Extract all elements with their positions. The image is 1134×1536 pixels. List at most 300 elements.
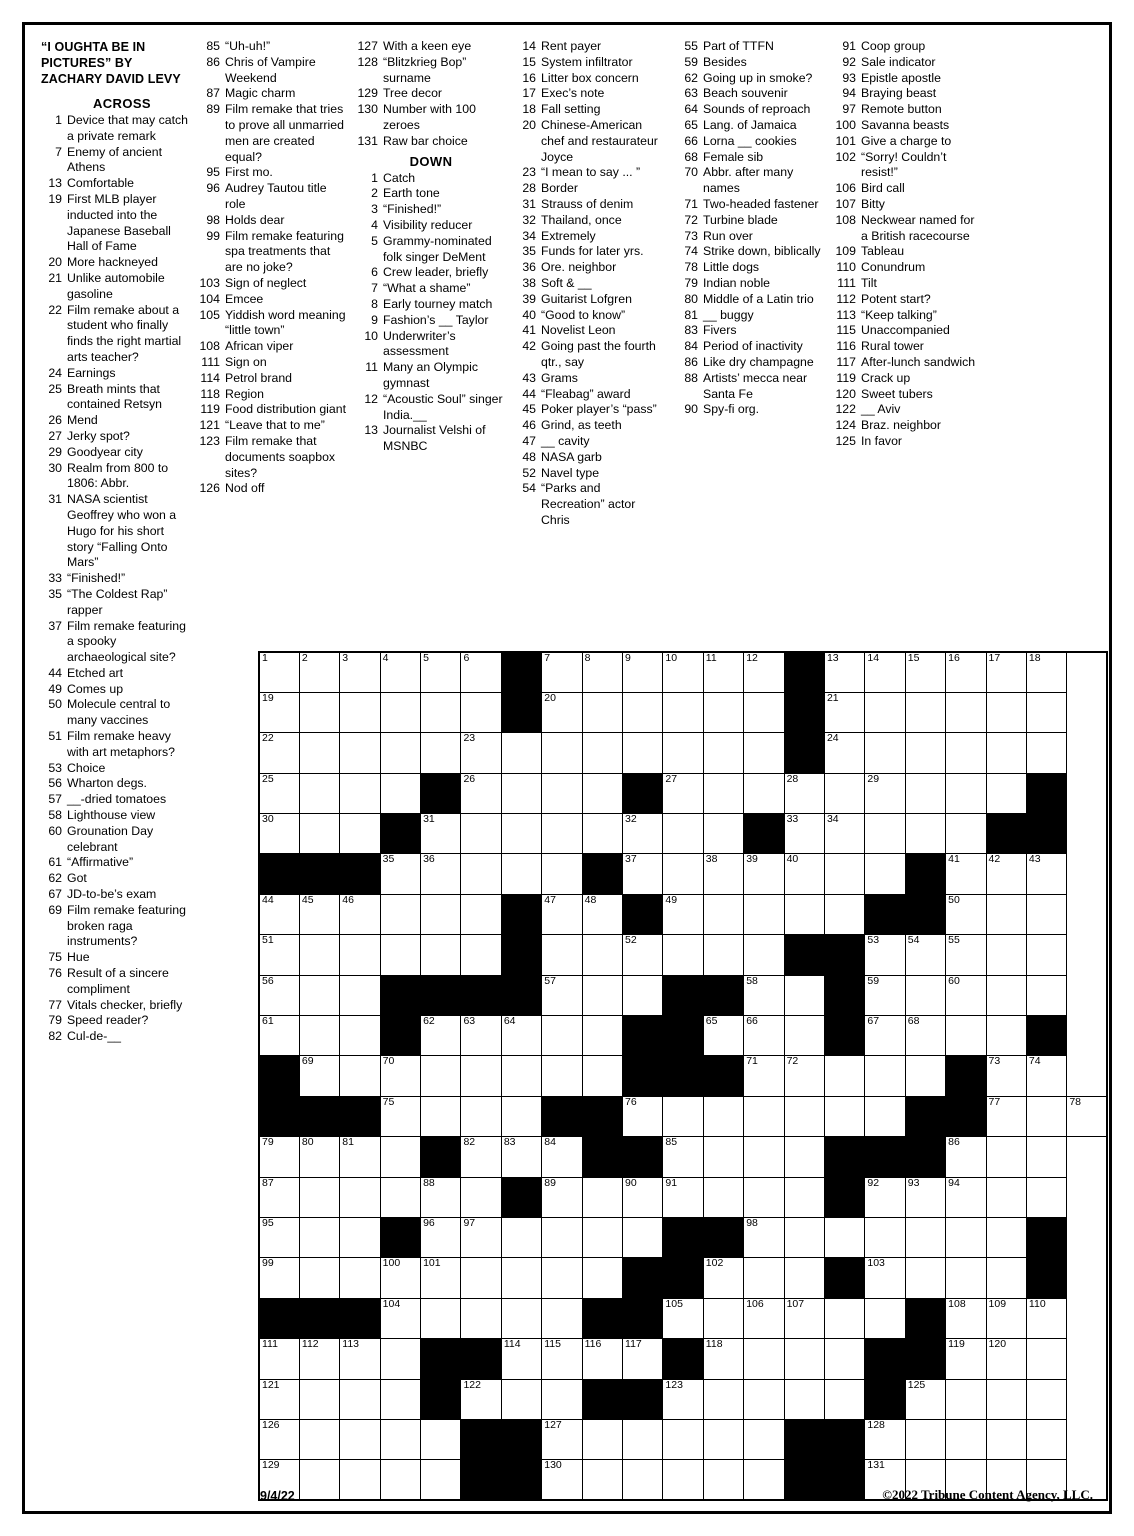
grid-cell[interactable]	[703, 1258, 743, 1298]
clue-item[interactable]	[41, 903, 189, 950]
grid-cell[interactable]	[744, 692, 784, 732]
clue-item[interactable]	[835, 387, 983, 403]
grid-cell[interactable]	[259, 894, 299, 934]
clue-item[interactable]	[41, 729, 189, 761]
grid-cell[interactable]	[946, 894, 986, 934]
grid-cell[interactable]	[905, 733, 945, 773]
clue-item[interactable]	[199, 213, 347, 229]
grid-cell[interactable]	[582, 652, 622, 692]
clue-item[interactable]	[677, 229, 825, 245]
clue-item[interactable]	[41, 776, 189, 792]
grid-cell[interactable]	[824, 1217, 864, 1257]
grid-cell[interactable]	[744, 854, 784, 894]
grid-cell[interactable]	[865, 733, 905, 773]
clue-item[interactable]	[515, 450, 667, 466]
grid-cell[interactable]	[784, 975, 824, 1015]
clue-item[interactable]	[515, 466, 667, 482]
grid-cell[interactable]	[299, 935, 339, 975]
clue-item[interactable]	[357, 186, 505, 202]
clue-item[interactable]	[41, 792, 189, 808]
grid-cell[interactable]	[461, 733, 501, 773]
clue-item[interactable]	[41, 666, 189, 682]
grid-cell[interactable]	[1026, 1419, 1066, 1459]
grid-cell[interactable]	[744, 773, 784, 813]
clue-item[interactable]	[515, 418, 667, 434]
grid-cell[interactable]	[501, 814, 541, 854]
grid-cell[interactable]	[299, 814, 339, 854]
clue-item[interactable]	[41, 192, 189, 255]
grid-cell[interactable]	[703, 854, 743, 894]
grid-cell[interactable]	[582, 1177, 622, 1217]
grid-cell[interactable]	[421, 652, 461, 692]
grid-cell[interactable]	[340, 1460, 380, 1500]
grid-cell[interactable]	[986, 935, 1026, 975]
clue-item[interactable]	[199, 229, 347, 276]
grid-cell[interactable]	[824, 1379, 864, 1419]
grid-cell[interactable]	[663, 935, 703, 975]
grid-cell[interactable]	[663, 894, 703, 934]
clue-item[interactable]	[41, 492, 189, 571]
clue-item[interactable]	[677, 371, 825, 403]
clue-item[interactable]	[677, 102, 825, 118]
grid-cell[interactable]	[1026, 975, 1066, 1015]
grid-cell[interactable]	[259, 1419, 299, 1459]
grid-cell[interactable]	[542, 733, 582, 773]
grid-cell[interactable]	[421, 1258, 461, 1298]
clue-item[interactable]	[41, 366, 189, 382]
grid-cell[interactable]	[744, 652, 784, 692]
grid-cell[interactable]	[784, 1056, 824, 1096]
grid-cell[interactable]	[946, 1298, 986, 1338]
grid-cell[interactable]	[1026, 1056, 1066, 1096]
grid-cell[interactable]	[461, 773, 501, 813]
grid-cell[interactable]	[542, 1258, 582, 1298]
grid-cell[interactable]	[259, 1217, 299, 1257]
grid-cell[interactable]	[582, 894, 622, 934]
clue-item[interactable]	[199, 402, 347, 418]
clue-item[interactable]	[677, 118, 825, 134]
grid-cell[interactable]	[380, 1298, 420, 1338]
grid-cell[interactable]	[1026, 733, 1066, 773]
grid-cell[interactable]	[461, 1056, 501, 1096]
clue-item[interactable]	[199, 39, 347, 55]
grid-cell[interactable]	[865, 1177, 905, 1217]
clue-item[interactable]	[357, 218, 505, 234]
grid-cell[interactable]	[501, 773, 541, 813]
grid-cell[interactable]	[542, 854, 582, 894]
clue-item[interactable]	[515, 71, 667, 87]
grid-cell[interactable]	[542, 692, 582, 732]
clue-item[interactable]	[199, 434, 347, 481]
grid-cell[interactable]	[1026, 1379, 1066, 1419]
grid-cell[interactable]	[380, 1419, 420, 1459]
grid-cell[interactable]	[542, 894, 582, 934]
grid-cell[interactable]	[623, 733, 663, 773]
grid-cell[interactable]	[946, 733, 986, 773]
grid-cell[interactable]	[744, 935, 784, 975]
clue-item[interactable]	[515, 229, 667, 245]
grid-cell[interactable]	[461, 1137, 501, 1177]
clue-item[interactable]	[41, 176, 189, 192]
clue-item[interactable]	[835, 71, 983, 87]
grid-cell[interactable]	[461, 894, 501, 934]
grid-cell[interactable]	[461, 1379, 501, 1419]
clue-item[interactable]	[835, 276, 983, 292]
grid-cell[interactable]	[623, 692, 663, 732]
grid-cell[interactable]	[946, 935, 986, 975]
grid-cell[interactable]	[582, 692, 622, 732]
grid-cell[interactable]	[421, 1217, 461, 1257]
grid-cell[interactable]	[663, 1177, 703, 1217]
clue-item[interactable]	[677, 55, 825, 71]
grid-cell[interactable]	[340, 1177, 380, 1217]
grid-cell[interactable]	[986, 1298, 1026, 1338]
clue-item[interactable]	[357, 313, 505, 329]
grid-cell[interactable]	[582, 733, 622, 773]
grid-cell[interactable]	[1026, 1177, 1066, 1217]
clue-item[interactable]	[41, 682, 189, 698]
grid-cell[interactable]	[340, 692, 380, 732]
grid-cell[interactable]	[461, 1016, 501, 1056]
clue-item[interactable]	[677, 86, 825, 102]
clue-item[interactable]	[199, 102, 347, 165]
grid-cell[interactable]	[986, 854, 1026, 894]
grid-cell[interactable]	[986, 1056, 1026, 1096]
grid-cell[interactable]	[865, 773, 905, 813]
grid-cell[interactable]	[340, 1339, 380, 1379]
clue-item[interactable]	[677, 165, 825, 197]
grid-cell[interactable]	[340, 1419, 380, 1459]
grid-cell[interactable]	[986, 1217, 1026, 1257]
grid-cell[interactable]	[784, 1298, 824, 1338]
grid-cell[interactable]	[865, 1096, 905, 1136]
grid-cell[interactable]	[299, 975, 339, 1015]
clue-item[interactable]	[515, 213, 667, 229]
grid-cell[interactable]	[542, 1177, 582, 1217]
clue-item[interactable]	[835, 355, 983, 371]
grid-cell[interactable]	[582, 1419, 622, 1459]
grid-cell[interactable]	[259, 1379, 299, 1419]
grid-cell[interactable]	[986, 1379, 1026, 1419]
grid-cell[interactable]	[986, 1137, 1026, 1177]
grid-cell[interactable]	[542, 975, 582, 1015]
clue-item[interactable]	[835, 118, 983, 134]
clue-item[interactable]	[515, 102, 667, 118]
clue-item[interactable]	[199, 292, 347, 308]
grid-cell[interactable]	[542, 1298, 582, 1338]
grid-cell[interactable]	[946, 1137, 986, 1177]
grid-cell[interactable]	[663, 1137, 703, 1177]
clue-item[interactable]	[515, 481, 667, 528]
grid-cell[interactable]	[380, 935, 420, 975]
grid-cell[interactable]	[299, 1137, 339, 1177]
grid-cell[interactable]	[1026, 692, 1066, 732]
grid-cell[interactable]	[703, 652, 743, 692]
grid-cell[interactable]	[259, 692, 299, 732]
grid-cell[interactable]	[986, 1339, 1026, 1379]
grid-cell[interactable]	[1026, 1137, 1066, 1177]
grid-cell[interactable]	[340, 894, 380, 934]
grid-cell[interactable]	[744, 733, 784, 773]
grid-cell[interactable]	[380, 773, 420, 813]
grid-cell[interactable]	[380, 1056, 420, 1096]
clue-item[interactable]	[357, 329, 505, 361]
grid-cell[interactable]	[299, 1258, 339, 1298]
grid-cell[interactable]	[703, 1016, 743, 1056]
grid-cell[interactable]	[784, 894, 824, 934]
grid-cell[interactable]	[744, 1339, 784, 1379]
grid-cell[interactable]	[703, 1096, 743, 1136]
grid-cell[interactable]	[380, 1258, 420, 1298]
grid-cell[interactable]	[259, 733, 299, 773]
clue-item[interactable]	[199, 55, 347, 87]
clue-item[interactable]	[515, 86, 667, 102]
clue-item[interactable]	[677, 308, 825, 324]
grid-cell[interactable]	[582, 1217, 622, 1257]
grid-cell[interactable]	[623, 814, 663, 854]
grid-cell[interactable]	[1026, 652, 1066, 692]
grid-cell[interactable]	[421, 894, 461, 934]
grid-cell[interactable]	[380, 854, 420, 894]
grid-cell[interactable]	[380, 1460, 420, 1500]
clue-item[interactable]	[199, 181, 347, 213]
grid-cell[interactable]	[744, 894, 784, 934]
grid-cell[interactable]	[824, 1298, 864, 1338]
grid-cell[interactable]	[905, 773, 945, 813]
grid-cell[interactable]	[824, 1339, 864, 1379]
grid-cell[interactable]	[1026, 1298, 1066, 1338]
grid-cell[interactable]	[299, 773, 339, 813]
grid-cell[interactable]	[542, 814, 582, 854]
grid-cell[interactable]	[744, 1016, 784, 1056]
grid-cell[interactable]	[340, 975, 380, 1015]
grid-cell[interactable]	[905, 975, 945, 1015]
grid-cell[interactable]	[259, 773, 299, 813]
grid-cell[interactable]	[946, 692, 986, 732]
grid-cell[interactable]	[663, 814, 703, 854]
grid-cell[interactable]	[340, 733, 380, 773]
grid-cell[interactable]	[421, 814, 461, 854]
grid-cell[interactable]	[421, 1460, 461, 1500]
grid-cell[interactable]	[380, 894, 420, 934]
clue-item[interactable]	[41, 587, 189, 619]
grid-cell[interactable]	[703, 1379, 743, 1419]
grid-cell[interactable]	[986, 733, 1026, 773]
clue-item[interactable]	[835, 55, 983, 71]
grid-cell[interactable]	[744, 1419, 784, 1459]
clue-item[interactable]	[515, 434, 667, 450]
grid-cell[interactable]	[582, 814, 622, 854]
clue-item[interactable]	[41, 1029, 189, 1045]
clue-item[interactable]	[515, 244, 667, 260]
clue-item[interactable]	[835, 86, 983, 102]
grid-cell[interactable]	[663, 1379, 703, 1419]
grid-cell[interactable]	[259, 975, 299, 1015]
clue-item[interactable]	[835, 150, 983, 182]
grid-cell[interactable]	[501, 1379, 541, 1419]
grid-cell[interactable]	[299, 1419, 339, 1459]
clue-item[interactable]	[515, 323, 667, 339]
clue-item[interactable]	[357, 171, 505, 187]
grid-cell[interactable]	[865, 692, 905, 732]
clue-item[interactable]	[357, 134, 505, 150]
grid-cell[interactable]	[501, 1339, 541, 1379]
clue-item[interactable]	[835, 39, 983, 55]
clue-item[interactable]	[835, 244, 983, 260]
grid-cell[interactable]	[461, 692, 501, 732]
clue-item[interactable]	[41, 619, 189, 666]
grid-cell[interactable]	[1067, 1096, 1107, 1136]
grid-cell[interactable]	[784, 814, 824, 854]
grid-cell[interactable]	[259, 1137, 299, 1177]
grid-cell[interactable]	[380, 1177, 420, 1217]
grid-cell[interactable]	[623, 975, 663, 1015]
grid-cell[interactable]	[421, 1298, 461, 1338]
clue-item[interactable]	[199, 339, 347, 355]
grid-cell[interactable]	[865, 935, 905, 975]
clue-item[interactable]	[357, 392, 505, 424]
clue-item[interactable]	[41, 887, 189, 903]
grid-cell[interactable]	[986, 1258, 1026, 1298]
clue-item[interactable]	[677, 39, 825, 55]
grid-cell[interactable]	[582, 1460, 622, 1500]
grid-cell[interactable]	[824, 1056, 864, 1096]
clue-item[interactable]	[515, 339, 667, 371]
grid-cell[interactable]	[501, 1056, 541, 1096]
grid-cell[interactable]	[582, 1258, 622, 1298]
grid-cell[interactable]	[340, 1379, 380, 1419]
grid-cell[interactable]	[663, 1096, 703, 1136]
grid-cell[interactable]	[946, 652, 986, 692]
clue-item[interactable]	[835, 213, 983, 245]
grid-cell[interactable]	[946, 1258, 986, 1298]
clue-item[interactable]	[515, 39, 667, 55]
grid-cell[interactable]	[905, 1016, 945, 1056]
grid-cell[interactable]	[784, 1096, 824, 1136]
grid-cell[interactable]	[380, 733, 420, 773]
clue-item[interactable]	[41, 998, 189, 1014]
grid-cell[interactable]	[340, 1016, 380, 1056]
grid-cell[interactable]	[623, 1419, 663, 1459]
clue-item[interactable]	[41, 966, 189, 998]
grid-cell[interactable]	[542, 935, 582, 975]
grid-cell[interactable]	[824, 692, 864, 732]
clue-item[interactable]	[515, 197, 667, 213]
clue-item[interactable]	[515, 260, 667, 276]
grid-cell[interactable]	[986, 1016, 1026, 1056]
clue-item[interactable]	[199, 276, 347, 292]
grid-cell[interactable]	[744, 1056, 784, 1096]
grid-cell[interactable]	[986, 1177, 1026, 1217]
clue-item[interactable]	[199, 371, 347, 387]
clue-item[interactable]	[357, 297, 505, 313]
crossword-grid[interactable]	[258, 651, 1108, 1501]
grid-cell[interactable]	[299, 733, 339, 773]
grid-cell[interactable]	[582, 1056, 622, 1096]
grid-cell[interactable]	[784, 1379, 824, 1419]
grid-cell[interactable]	[784, 1339, 824, 1379]
grid-cell[interactable]	[986, 652, 1026, 692]
clue-item[interactable]	[515, 292, 667, 308]
grid-cell[interactable]	[905, 1217, 945, 1257]
grid-cell[interactable]	[299, 652, 339, 692]
clue-item[interactable]	[357, 102, 505, 134]
grid-cell[interactable]	[299, 692, 339, 732]
grid-cell[interactable]	[582, 773, 622, 813]
clue-item[interactable]	[41, 761, 189, 777]
grid-cell[interactable]	[744, 1298, 784, 1338]
grid-cell[interactable]	[824, 773, 864, 813]
grid-cell[interactable]	[542, 1460, 582, 1500]
grid-cell[interactable]	[623, 1339, 663, 1379]
grid-cell[interactable]	[905, 1177, 945, 1217]
clue-item[interactable]	[677, 355, 825, 371]
grid-cell[interactable]	[744, 1460, 784, 1500]
grid-cell[interactable]	[340, 935, 380, 975]
clue-item[interactable]	[677, 150, 825, 166]
grid-cell[interactable]	[340, 1258, 380, 1298]
grid-cell[interactable]	[340, 1217, 380, 1257]
grid-cell[interactable]	[299, 1217, 339, 1257]
clue-item[interactable]	[41, 824, 189, 856]
grid-cell[interactable]	[1026, 894, 1066, 934]
clue-item[interactable]	[835, 308, 983, 324]
clue-item[interactable]	[41, 429, 189, 445]
grid-cell[interactable]	[663, 1419, 703, 1459]
clue-item[interactable]	[835, 292, 983, 308]
grid-cell[interactable]	[865, 1016, 905, 1056]
grid-cell[interactable]	[421, 692, 461, 732]
clue-item[interactable]	[41, 1013, 189, 1029]
grid-cell[interactable]	[421, 1419, 461, 1459]
grid-cell[interactable]	[380, 1339, 420, 1379]
clue-item[interactable]	[835, 181, 983, 197]
grid-cell[interactable]	[461, 1177, 501, 1217]
clue-item[interactable]	[41, 255, 189, 271]
clue-item[interactable]	[835, 134, 983, 150]
clue-item[interactable]	[677, 134, 825, 150]
grid-cell[interactable]	[703, 814, 743, 854]
clue-item[interactable]	[199, 355, 347, 371]
clue-item[interactable]	[357, 265, 505, 281]
grid-cell[interactable]	[744, 975, 784, 1015]
grid-cell[interactable]	[259, 652, 299, 692]
grid-cell[interactable]	[703, 1460, 743, 1500]
grid-cell[interactable]	[542, 652, 582, 692]
clue-item[interactable]	[41, 303, 189, 366]
grid-cell[interactable]	[259, 935, 299, 975]
grid-cell[interactable]	[461, 1258, 501, 1298]
grid-cell[interactable]	[905, 1258, 945, 1298]
grid-cell[interactable]	[703, 1339, 743, 1379]
clue-item[interactable]	[357, 234, 505, 266]
grid-cell[interactable]	[946, 1379, 986, 1419]
grid-cell[interactable]	[501, 1016, 541, 1056]
grid-cell[interactable]	[542, 1056, 582, 1096]
grid-cell[interactable]	[1026, 1339, 1066, 1379]
clue-item[interactable]	[41, 271, 189, 303]
clue-item[interactable]	[41, 950, 189, 966]
grid-cell[interactable]	[421, 1056, 461, 1096]
clue-item[interactable]	[41, 697, 189, 729]
grid-cell[interactable]	[623, 1460, 663, 1500]
clue-item[interactable]	[41, 445, 189, 461]
clue-item[interactable]	[357, 423, 505, 455]
grid-cell[interactable]	[946, 773, 986, 813]
clue-item[interactable]	[677, 292, 825, 308]
grid-cell[interactable]	[542, 1016, 582, 1056]
grid-cell[interactable]	[299, 1177, 339, 1217]
